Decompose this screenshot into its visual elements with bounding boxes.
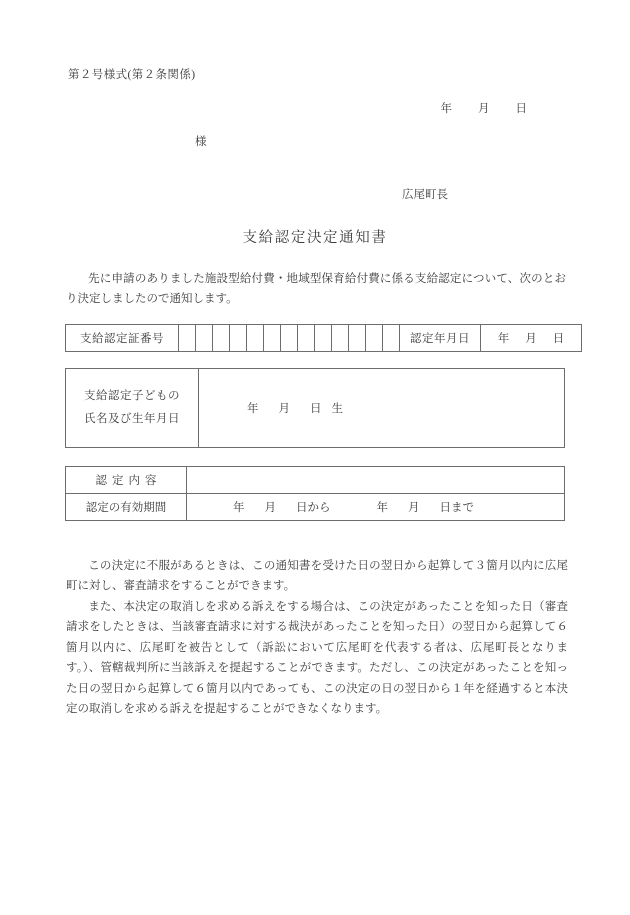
certificate-number-table xyxy=(65,324,582,352)
cert-number-label: 支給認定証番号 xyxy=(66,325,179,352)
approval-content-value[interactable] xyxy=(187,467,565,494)
legal-paragraph-1 xyxy=(66,556,568,597)
child-birth-year: 年 xyxy=(247,403,259,415)
period-to-year: 年 xyxy=(376,502,388,514)
table-row xyxy=(66,467,565,494)
addressee-honorific: 様 xyxy=(195,136,207,148)
legal-paragraph-2-text: また、本決定の取消しを求める訴えをする場合は、この決定があったことを知った日（審査請求をしたときは、当該審査請求に対する裁決があったことを知った日）の翌日から起算して６箇月以内に、広尾町を被告として（訴訟において広尾町を代表する者は、広尾町長となります。）、管轄裁判所に当該訴えを提起することができます。ただし、この決定があったことを知った日の翌日から起算して６箇月以内であっても、この決定の日の翌日から１年を経過すると本決定の取消しを求める訴えを提起することができなくなります。 xyxy=(66,600,568,716)
issue-date-year: 年 xyxy=(440,103,452,115)
cert-number-cell-4[interactable] xyxy=(230,325,247,352)
approval-date-day: 日 xyxy=(552,333,565,345)
child-info-value[interactable] xyxy=(199,369,565,448)
approval-date-label: 認定年月日 xyxy=(400,325,481,352)
legal-notes xyxy=(66,556,568,720)
cert-number-cell-8[interactable] xyxy=(298,325,315,352)
cert-number-cell-11[interactable] xyxy=(349,325,366,352)
child-info-label-line1: 支給認定子どもの xyxy=(84,390,180,402)
cert-number-cell-6[interactable] xyxy=(264,325,281,352)
validity-period-value[interactable] xyxy=(187,494,565,521)
approval-content-label: 認定内容 xyxy=(66,467,187,494)
issuer-name: 広尾町長 xyxy=(402,189,448,201)
cert-number-cell-7[interactable] xyxy=(281,325,298,352)
table-row xyxy=(66,369,565,448)
issue-date-day: 日 xyxy=(515,103,527,115)
period-to-day: 日まで xyxy=(439,502,474,514)
child-info-label xyxy=(66,369,199,448)
approval-content-table xyxy=(65,466,565,521)
cert-number-cell-10[interactable] xyxy=(332,325,349,352)
child-info-table xyxy=(65,368,565,448)
approval-date-year: 年 xyxy=(497,333,510,345)
cert-number-cell-1[interactable] xyxy=(179,325,196,352)
child-birth-month: 月 xyxy=(278,403,290,415)
intro-paragraph xyxy=(66,269,566,309)
period-from-month: 月 xyxy=(264,502,276,514)
period-from-day: 日から xyxy=(296,502,331,514)
intro-text: 先に申請のありました施設型給付費・地域型保育給付費に係る支給認定について、次のとおり決定しましたので通知します。 xyxy=(66,273,566,306)
issue-date-month: 月 xyxy=(478,103,490,115)
child-birth-day: 日 xyxy=(310,403,322,415)
cert-number-cell-12[interactable] xyxy=(366,325,383,352)
approval-date-month: 月 xyxy=(525,333,537,345)
child-birth-suffix: 生 xyxy=(331,403,343,415)
table-row xyxy=(66,325,582,352)
cert-number-cell-9[interactable] xyxy=(315,325,332,352)
child-info-label-line2: 氏名及び生年月日 xyxy=(84,413,180,425)
period-from-year: 年 xyxy=(233,502,245,514)
cert-number-cell-3[interactable] xyxy=(213,325,230,352)
validity-period-label: 認定の有効期間 xyxy=(66,494,187,521)
legal-paragraph-1-text: この決定に不服があるときは、この通知書を受けた日の翌日から起算して３箇月以内に広尾町に対し、審査請求をすることができます。 xyxy=(66,560,568,593)
approval-date-value[interactable] xyxy=(481,325,582,352)
table-row xyxy=(66,494,565,521)
issue-date-line xyxy=(0,100,527,116)
cert-number-cell-5[interactable] xyxy=(247,325,264,352)
form-number: 第２号様式(第２条関係) xyxy=(68,69,196,81)
cert-number-cell-13[interactable] xyxy=(383,325,400,352)
document-title: 支給認定決定通知書 xyxy=(242,230,388,246)
cert-number-cell-2[interactable] xyxy=(196,325,213,352)
legal-paragraph-2 xyxy=(66,597,568,720)
period-to-month: 月 xyxy=(408,502,420,514)
